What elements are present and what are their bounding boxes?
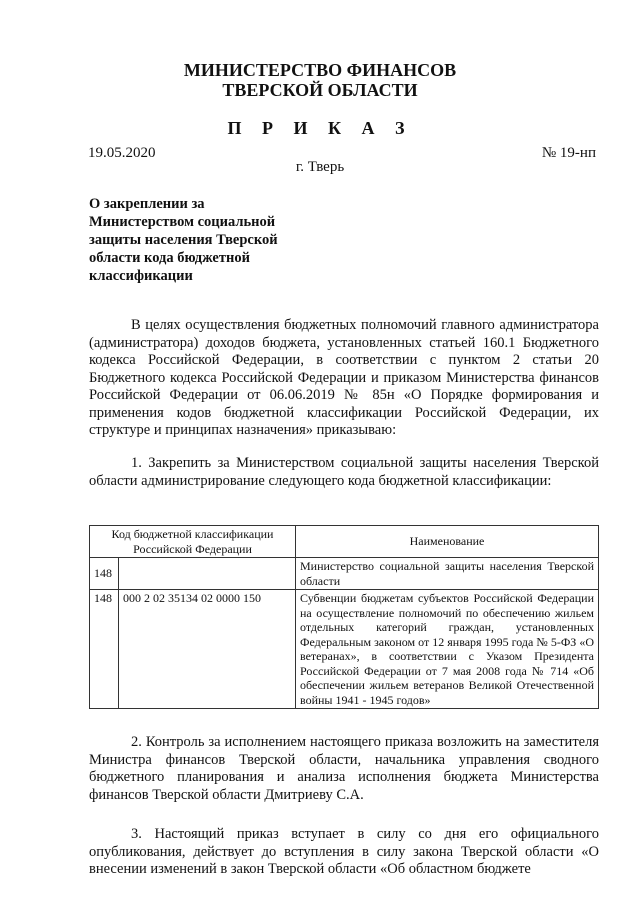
name-cell: Министерство социальной защиты населения Тверской области xyxy=(296,558,599,590)
ministry-name-line2: ТВЕРСКОЙ ОБЛАСТИ xyxy=(222,80,418,100)
document-city: г. Тверь xyxy=(295,159,345,175)
document-number: № 19-нп xyxy=(541,145,596,161)
kbk-cell: 000 2 02 35134 02 0000 150 xyxy=(119,590,296,709)
document-date: 19.05.2020 xyxy=(88,145,156,161)
kbk-cell xyxy=(119,558,296,590)
kbk-table xyxy=(89,525,599,709)
table-row xyxy=(90,590,599,709)
name-cell: Субвенции бюджетам субъектов Российской Федерации на осуществление полномочий по обеспечению жильем отдельных категорий граждан, установленных Федеральным законом от 12 января 1995 года № 5-ФЗ «О ветеранах», в соответствии с Указом Президента Российской Федерации от 7 мая 2008 года № 714 «Об обеспечении жильем ветеранов Великой Отечественной войны 1941 - 1945 годов» xyxy=(296,590,599,709)
document-type: П Р И К А З xyxy=(227,118,413,138)
item-3-paragraph: 3. Настоящий приказ вступает в силу со дня его официального опубликования, действует до вступления в силу закона Тверской области «О внесении изменений в закон Тверской области «Об областном бюджете xyxy=(89,826,599,877)
item-2-paragraph: 2. Контроль за исполнением настоящего приказа возложить на заместителя Министра финансов Тверской области, начальника управления сводного бюджетного планирования и анализа исполнения бюджета Министерства финансов Тверской области Дмитриеву С.А. xyxy=(89,734,599,803)
admin-code-cell: 148 xyxy=(90,590,119,709)
admin-code-cell: 148 xyxy=(90,558,119,590)
table-row xyxy=(90,558,599,590)
header-name: Наименование xyxy=(296,526,599,558)
table-header-row xyxy=(90,526,599,558)
document-subject: О закреплении за Министерством социальной защиты населения Тверской области кода бюджетной классификации xyxy=(89,196,278,284)
header-kbk: Код бюджетной классификации Российской Федерации xyxy=(90,526,296,558)
ministry-name-line1: МИНИСТЕРСТВО ФИНАНСОВ xyxy=(183,60,457,80)
intro-paragraph: В целях осуществления бюджетных полномочий главного администратора (администратора) доходов бюджета, установленных статьей 160.1 Бюджетного кодекса Российской Федерации, в соответствии с пунктом 2 статьи 20 Бюджетного кодекса Российской Федерации и приказом Министерства финансов Российской Федерации от 06.06.2019 № 85н «О Порядке формирования и применения кодов бюджетной классификации Российской Федерации, их структуре и принципах назначения» приказываю: xyxy=(89,317,599,438)
item-1-paragraph: 1. Закрепить за Министерством социальной защиты населения Тверской области администрирование следующего кода бюджетной классификации: xyxy=(89,455,599,489)
